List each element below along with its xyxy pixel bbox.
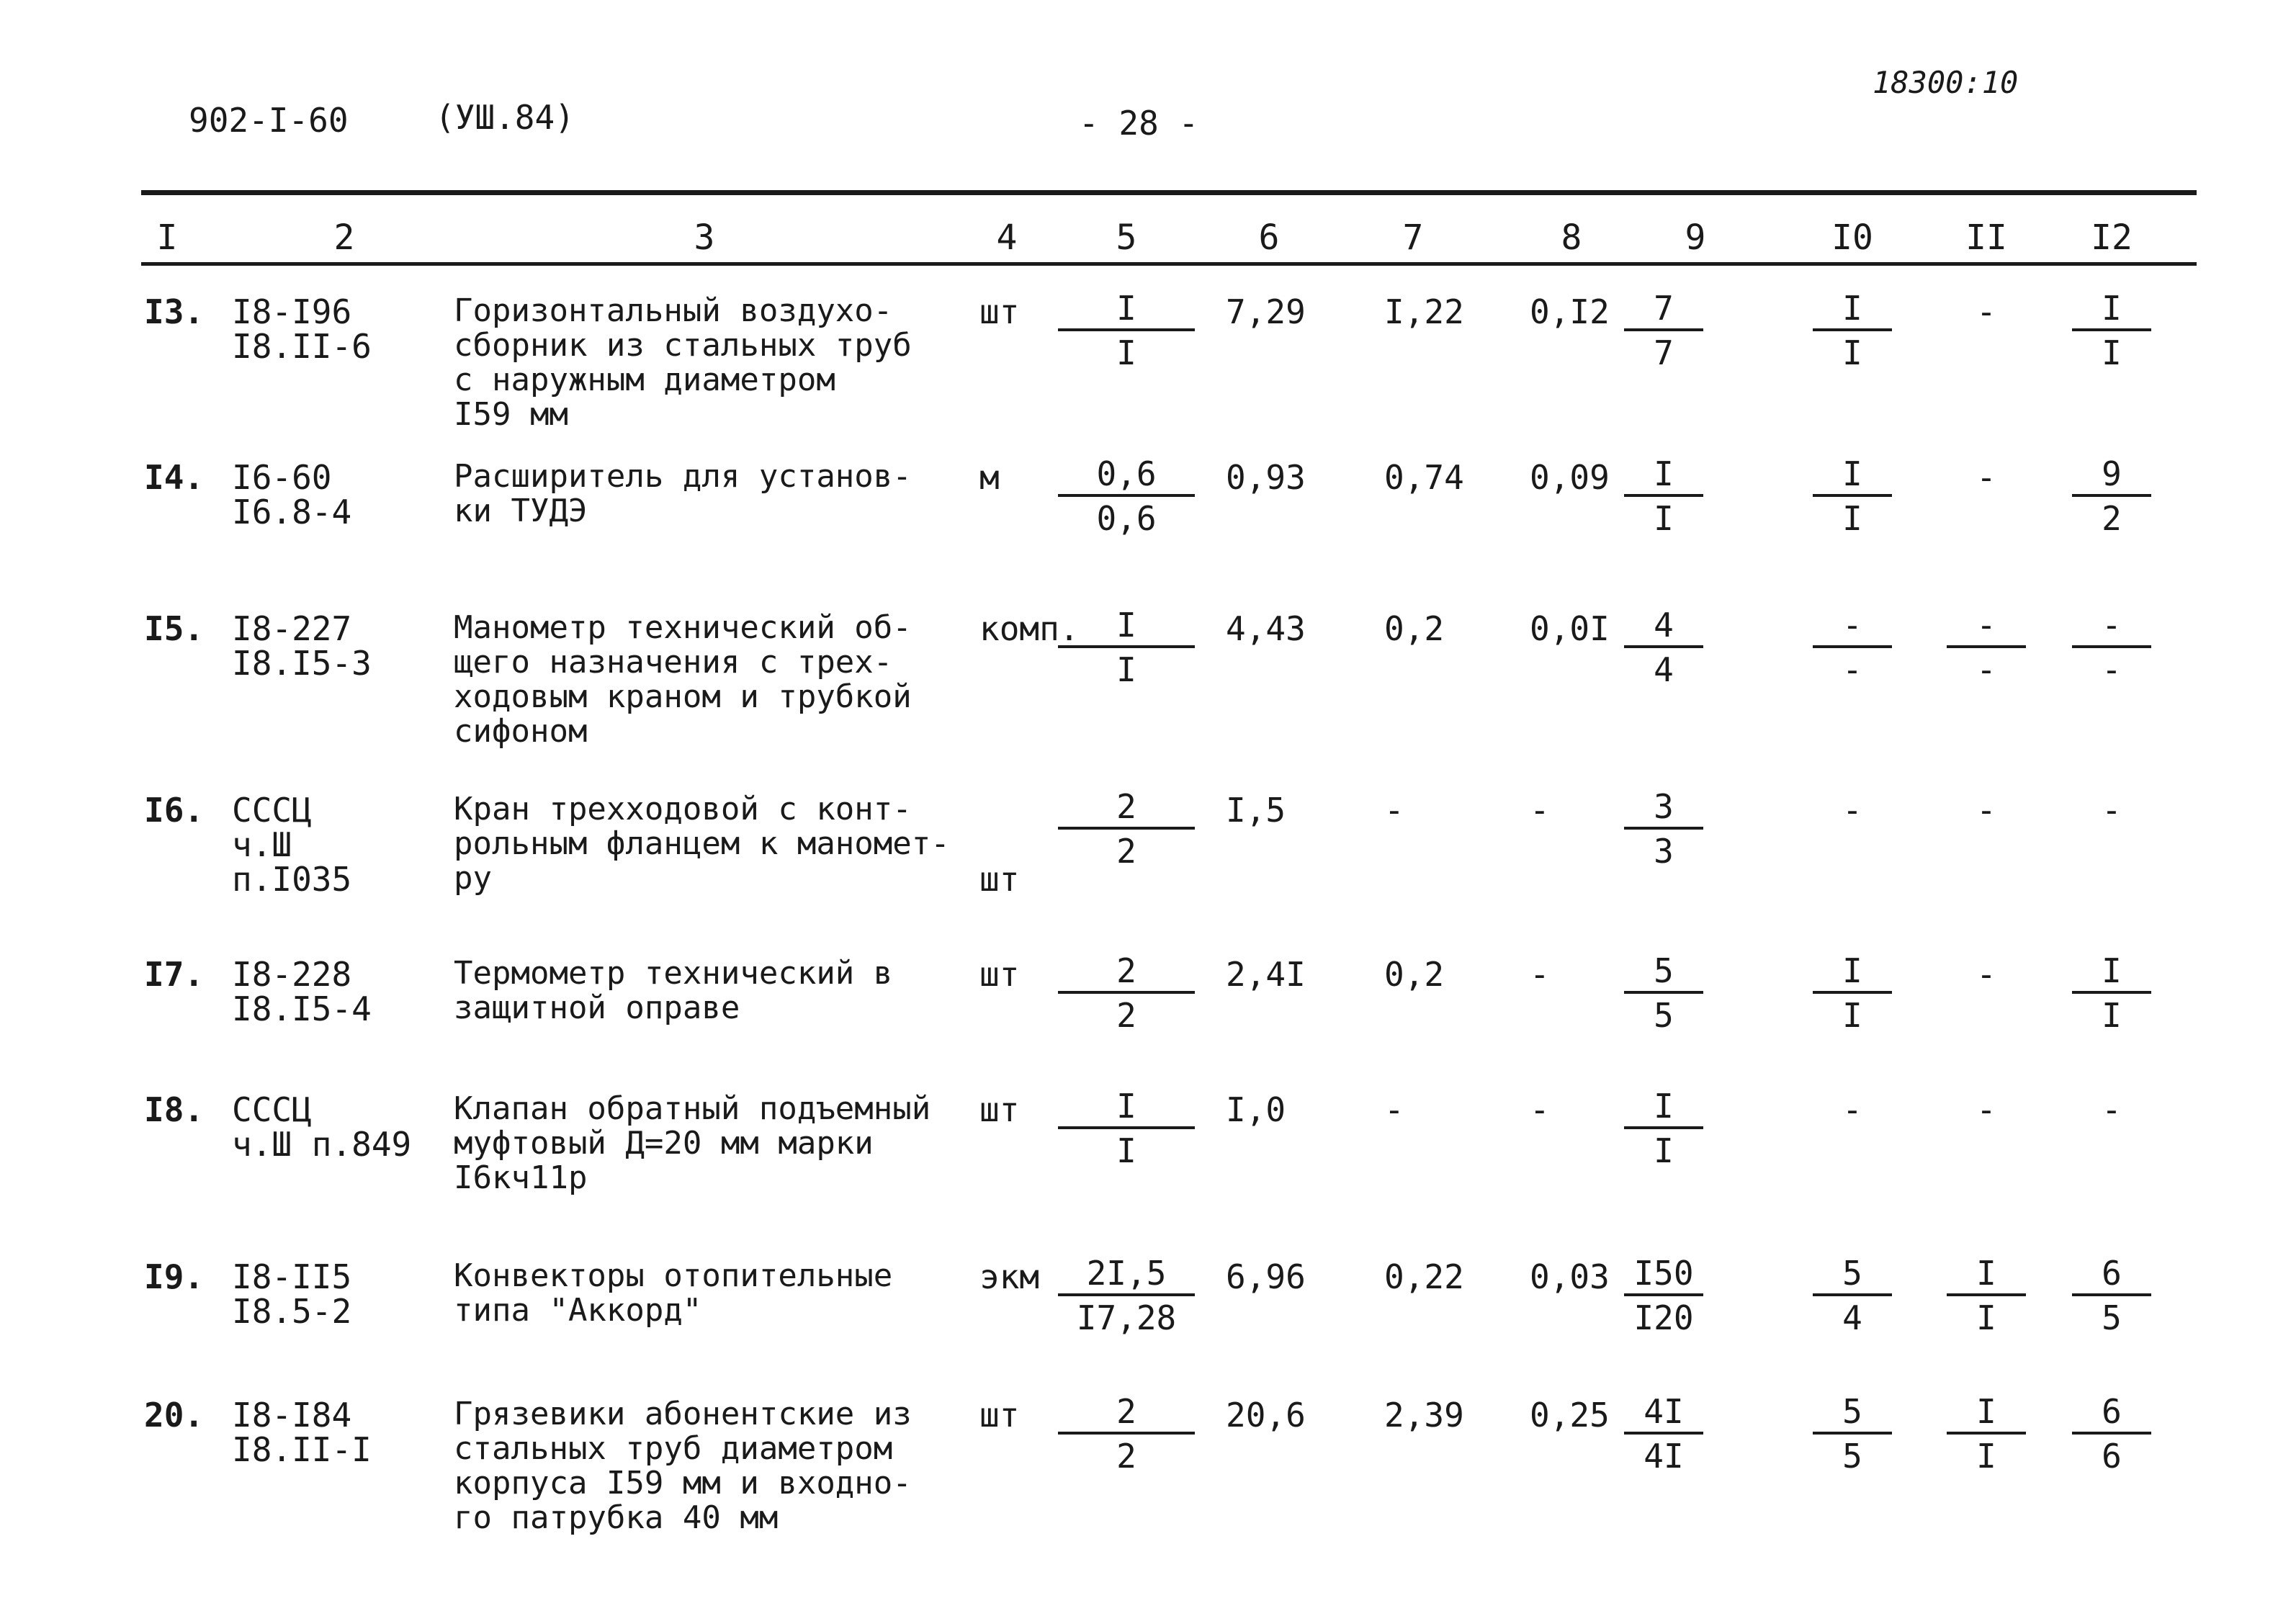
column-header-1: I [156,217,178,258]
unit: шт [979,1090,1020,1129]
fraction-c5 [1058,455,1195,540]
cell-c6: 4,43 [1226,609,1306,648]
fraction-numerator: 2 [1058,952,1195,994]
cell-c6: 2,4I [1226,955,1306,994]
fraction-numerator: 2I,5 [1058,1254,1195,1296]
reference-code: СССЦ [232,1090,312,1129]
fraction-numerator: 4 [1624,606,1703,648]
description-line: корпуса I59 мм и входно- [454,1465,912,1501]
cell-c6: 6,96 [1226,1257,1306,1296]
description-line: Манометр технический об- [454,609,912,646]
fraction-c5 [1058,1254,1195,1339]
description-line: Расширитель для установ- [454,458,912,495]
cell-c12: - [2102,791,2122,830]
reference-code: I8.II-6 [232,327,372,366]
fraction-numerator: I [1947,1254,2026,1296]
fraction-c5 [1058,1393,1195,1478]
description-line: Кран трехходовой с конт- [454,791,912,827]
description-line: сборник из стальных труб [454,327,912,364]
fraction-numerator: I [1058,1087,1195,1129]
fraction-c10 [1813,289,1892,374]
cell-c8: 0,25 [1530,1396,1610,1435]
cell-c7: 0,22 [1384,1257,1464,1296]
fraction-c9 [1624,1393,1703,1478]
description-line: Грязевики абонентские из [454,1396,912,1432]
reference-code: I8-228 [232,955,352,994]
fraction-numerator: - [1813,606,1892,648]
fraction-numerator: 4I [1624,1393,1703,1435]
fraction-numerator: 6 [2072,1393,2151,1435]
fraction-c10 [1813,952,1892,1037]
fraction-denominator: 2 [2102,499,2122,538]
cell-c11: - [1976,955,1996,994]
fraction-c11 [1947,1254,2026,1339]
cell-c8: 0,09 [1530,458,1610,497]
unit: шт [979,292,1020,331]
row-number: I3. [144,292,205,331]
fraction-c9 [1624,289,1703,374]
fraction-denominator: - [2102,650,2122,689]
fraction-denominator: 3 [1654,832,1674,871]
reference-code: п.I035 [232,860,352,899]
fraction-c10 [1813,455,1892,540]
fraction-denominator: I [1654,499,1674,538]
column-header-12: I2 [2091,217,2133,258]
fraction-c12 [2072,606,2151,691]
fraction-numerator: 5 [1813,1393,1892,1435]
fraction-denominator: I [1116,1131,1136,1170]
description-line: стальных труб диаметром [454,1430,893,1467]
cell-c11: - [1976,791,1996,830]
table-top-rule [141,190,2197,195]
fraction-numerator: I50 [1624,1254,1703,1296]
cell-c7: 0,2 [1384,609,1445,648]
fraction-numerator: I [1624,455,1703,497]
cell-c11: - [1976,1090,1996,1129]
cell-c8: - [1530,1090,1550,1129]
cell-c8: 0,03 [1530,1257,1610,1296]
reference-code: I8-I96 [232,292,352,331]
fraction-c9 [1624,606,1703,691]
fraction-denominator: 4I [1643,1437,1684,1476]
fraction-denominator: I [1116,333,1136,372]
fraction-c10 [1813,606,1892,691]
row-number: I8. [144,1090,205,1129]
column-header-7: 7 [1402,217,1424,258]
fraction-denominator: 5 [1654,996,1674,1035]
fraction-c9 [1624,455,1703,540]
fraction-c12 [2072,289,2151,374]
row-number: I7. [144,955,205,994]
fraction-denominator: 6 [2102,1437,2122,1476]
fraction-c12 [2072,455,2151,540]
row-number: I9. [144,1257,205,1296]
reference-code: СССЦ [232,791,312,830]
fraction-c5 [1058,952,1195,1037]
reference-code: I6.8-4 [232,493,352,531]
fraction-numerator: I [2072,952,2151,994]
column-header-5: 5 [1116,217,1137,258]
fraction-c5 [1058,788,1195,873]
fraction-c9 [1624,788,1703,873]
fraction-numerator: I [2072,289,2151,331]
fraction-numerator: I [1813,455,1892,497]
fraction-numerator: - [1947,606,2026,648]
fraction-denominator: 5 [1842,1437,1862,1476]
fraction-c9 [1624,1254,1703,1339]
cell-c6: I,0 [1226,1090,1286,1129]
fraction-c12 [2072,952,2151,1037]
column-header-2: 2 [333,217,355,258]
fraction-denominator: 5 [2102,1298,2122,1337]
fraction-denominator: 2 [1116,832,1136,871]
description-line: ки ТУДЭ [454,493,588,529]
fraction-numerator: 2 [1058,1393,1195,1435]
column-header-10: I0 [1831,217,1873,258]
description-line: I59 мм [454,396,568,433]
fraction-denominator: I [1654,1131,1674,1170]
description-line: Конвекторы отопительные [454,1257,893,1294]
fraction-denominator: - [1842,650,1862,689]
fraction-denominator: 0,6 [1096,499,1157,538]
cell-c7: 0,2 [1384,955,1445,994]
description-line: защитной оправе [454,989,740,1026]
unit: экм [979,1257,1040,1296]
description-line: рольным фланцем к маномет- [454,825,950,862]
reference-code: I8.I5-3 [232,644,372,683]
unit: шт [979,1396,1020,1435]
fraction-numerator: I [1624,1087,1703,1129]
fraction-numerator: 5 [1813,1254,1892,1296]
date-mark: (УШ.84) [435,98,575,137]
fraction-c10 [1813,1254,1892,1339]
description-line: щего назначения с трех- [454,644,893,681]
reference-code: ч.Ш п.849 [232,1125,412,1164]
description-line: типа "Аккорд" [454,1292,702,1329]
fraction-numerator: I [1058,289,1195,331]
page-number: - 28 - [1079,104,1199,143]
reference-code: I8-227 [232,609,352,648]
reference-code: I8.5-2 [232,1292,352,1331]
description-line: го патрубка 40 мм [454,1499,779,1536]
cell-c7: I,22 [1384,292,1464,331]
fraction-numerator: I [1947,1393,2026,1435]
cell-c8: - [1530,955,1550,994]
fraction-numerator: I [1058,606,1195,648]
fraction-denominator: - [1976,650,1996,689]
fraction-denominator: 2 [1116,1437,1136,1476]
table-header-rule [141,262,2197,266]
fraction-c10 [1813,1393,1892,1478]
row-number: 20. [144,1396,205,1435]
description-line: Горизонтальный воздухо- [454,292,893,329]
column-header-9: 9 [1685,217,1706,258]
cell-c10: - [1842,791,1862,830]
fraction-denominator: I [1842,996,1862,1035]
fraction-denominator: I [1116,650,1136,689]
row-number: I6. [144,791,205,830]
row-number: I5. [144,609,205,648]
unit: шт [979,955,1020,994]
description-line: с наружным диаметром [454,362,835,398]
cell-c11: - [1976,292,1996,331]
cell-c12: - [2102,1090,2122,1129]
cell-c7: 0,74 [1384,458,1464,497]
fraction-c12 [2072,1393,2151,1478]
cell-c6: 7,29 [1226,292,1306,331]
fraction-denominator: I [1976,1298,1996,1337]
column-header-6: 6 [1258,217,1280,258]
fraction-c5 [1058,1087,1195,1172]
cell-c6: 0,93 [1226,458,1306,497]
fraction-numerator: 2 [1058,788,1195,830]
cell-c6: 20,6 [1226,1396,1306,1435]
fraction-numerator: 0,6 [1058,455,1195,497]
cell-c6: I,5 [1226,791,1286,830]
column-header-8: 8 [1561,217,1582,258]
fraction-numerator: I [1813,952,1892,994]
fraction-denominator: 2 [1116,996,1136,1035]
reference-code: I8.I5-4 [232,989,372,1028]
fraction-numerator: 7 [1624,289,1703,331]
cell-c8: - [1530,791,1550,830]
description-line: муфтовый Д=20 мм марки [454,1125,874,1162]
fraction-c5 [1058,606,1195,691]
cell-c7: - [1384,1090,1404,1129]
fraction-c9 [1624,1087,1703,1172]
fraction-denominator: I7,28 [1076,1298,1177,1337]
cell-c8: 0,I2 [1530,292,1610,331]
fraction-denominator: 7 [1654,333,1674,372]
reference-code: I8-I84 [232,1396,352,1435]
archive-number: 18300:10 [1873,65,2019,100]
fraction-numerator: - [2072,606,2151,648]
fraction-numerator: I [1813,289,1892,331]
fraction-denominator: I [2102,996,2122,1035]
fraction-c11 [1947,606,2026,691]
unit: комп. [979,609,1080,648]
reference-code: I8.II-I [232,1430,372,1469]
reference-code: ч.Ш [232,825,292,864]
unit: м [979,458,1000,497]
fraction-c9 [1624,952,1703,1037]
row-number: I4. [144,458,205,497]
cell-c8: 0,0I [1530,609,1610,648]
reference-code: I6-60 [232,458,332,497]
fraction-c5 [1058,289,1195,374]
fraction-denominator: I [1976,1437,1996,1476]
fraction-denominator: I20 [1633,1298,1694,1337]
description-line: Клапан обратный подъемный [454,1090,931,1127]
fraction-denominator: I [1842,499,1862,538]
cell-c11: - [1976,458,1996,497]
column-header-3: 3 [694,217,715,258]
unit: шт [979,860,1020,899]
fraction-denominator: 4 [1654,650,1674,689]
description-line: Термометр технический в [454,955,893,992]
cell-c7: - [1384,791,1404,830]
fraction-denominator: 4 [1842,1298,1862,1337]
description-line: ходовым краном и трубкой [454,678,912,715]
fraction-denominator: I [2102,333,2122,372]
fraction-c11 [1947,1393,2026,1478]
description-line: ру [454,860,492,897]
fraction-numerator: 3 [1624,788,1703,830]
fraction-denominator: I [1842,333,1862,372]
fraction-numerator: 6 [2072,1254,2151,1296]
fraction-c12 [2072,1254,2151,1339]
fraction-numerator: 9 [2072,455,2151,497]
cell-c7: 2,39 [1384,1396,1464,1435]
fraction-numerator: 5 [1624,952,1703,994]
column-header-4: 4 [996,217,1018,258]
description-line: I6кч11р [454,1159,588,1196]
description-line: сифоном [454,713,588,750]
cell-c10: - [1842,1090,1862,1129]
column-header-11: II [1965,217,2007,258]
reference-code: I8-II5 [232,1257,352,1296]
doc-code: 902-I-60 [189,101,349,140]
